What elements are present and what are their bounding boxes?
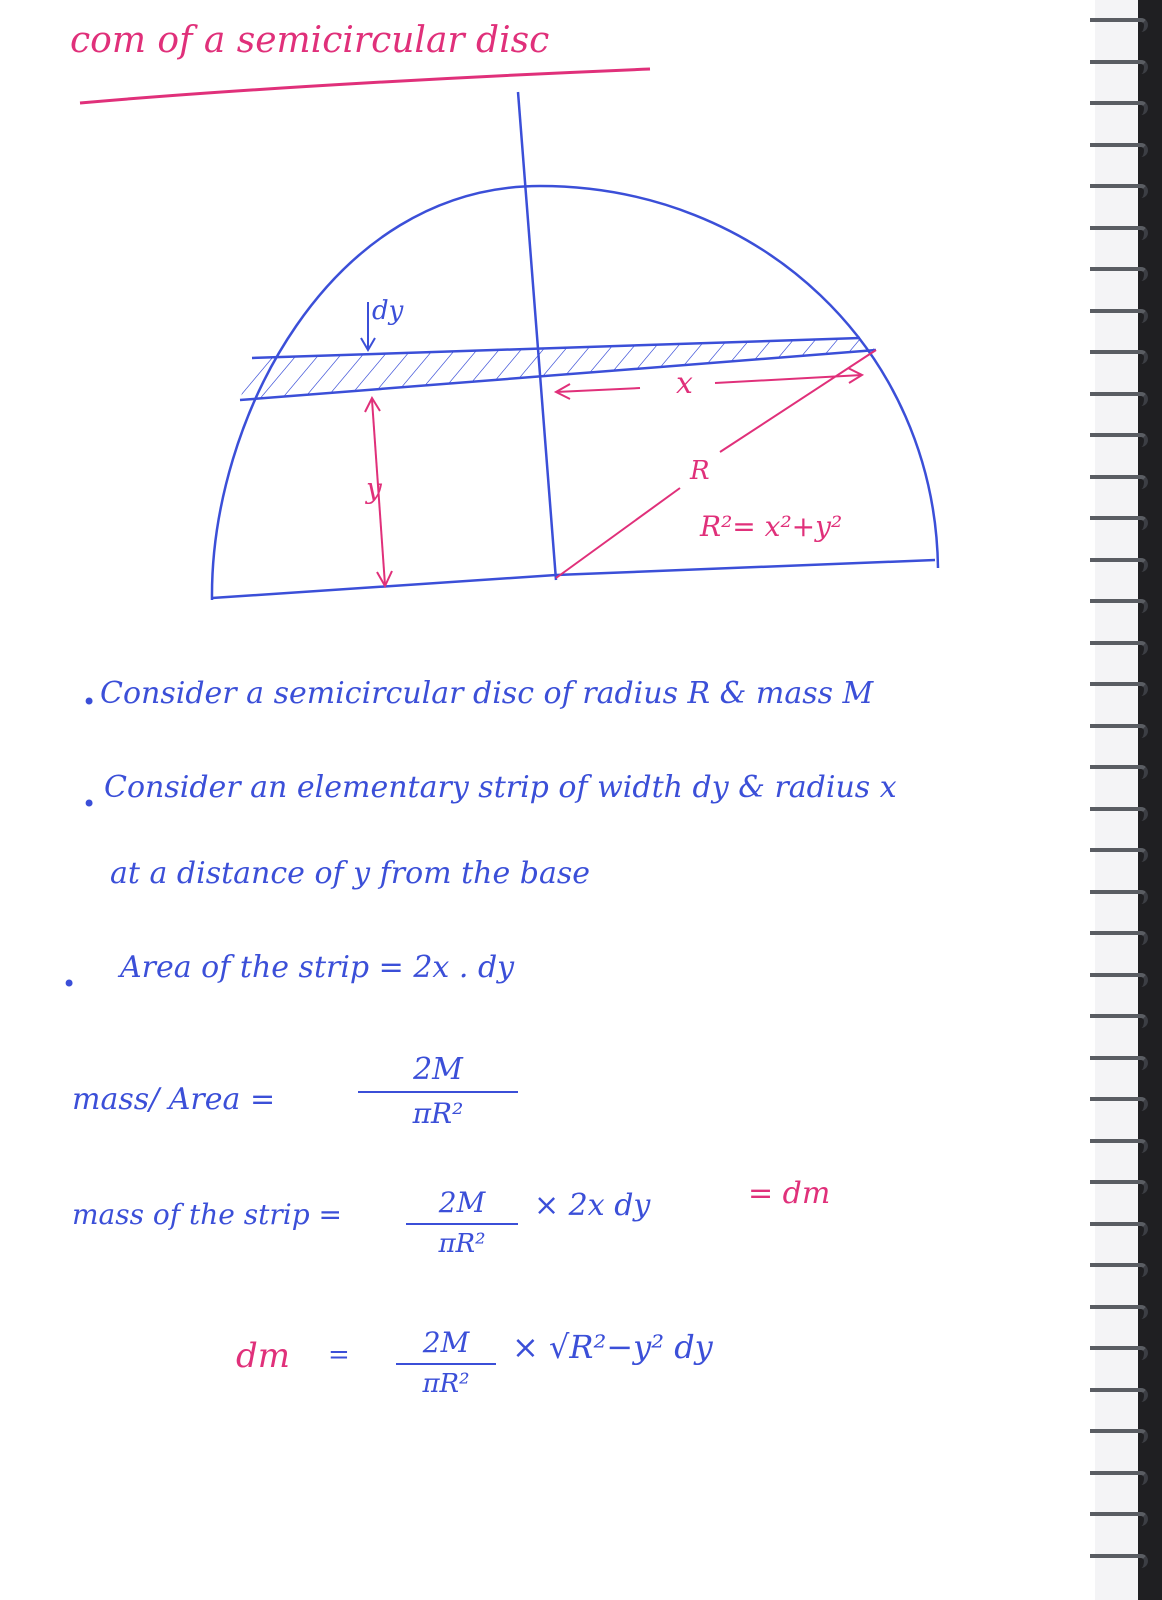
bullet-dot: • [62,970,77,998]
dm-equals: = [328,1340,350,1370]
fraction-bar [406,1223,518,1225]
binding-ring [1090,1471,1148,1485]
dm-label: dm [236,1336,291,1376]
bullet-2-continued: at a distance of y from the base [110,856,591,891]
strip-mass-rest: × 2x dy [534,1188,651,1223]
fraction-denominator: πR² [412,1097,464,1130]
binding-edge [1138,0,1162,1600]
fraction-bar [358,1091,518,1093]
binding-ring [1090,1139,1148,1153]
label-R: R [690,456,710,486]
dm-fraction [396,1326,496,1399]
label-dy: dy [372,296,404,326]
binding-ring [1090,724,1148,738]
fraction-denominator: πR² [438,1229,486,1259]
bullet-dot: • [82,790,97,818]
fraction-denominator: πR² [422,1369,470,1399]
fraction-numerator: 2M [422,1326,470,1359]
bullet-dot: • [82,688,97,716]
label-x: x [676,366,693,401]
radius-line-upper [720,350,876,452]
page-title: com of a semicircular disc [70,20,550,61]
binding-ring [1090,641,1148,655]
strip-mass-label: mass of the strip = [72,1198,343,1231]
strip-mass-fraction [406,1186,518,1259]
binding-ring [1090,1554,1148,1568]
bullet-2: Consider an elementary strip of width dy & radius x [104,770,897,805]
relation-label: R²= x²+y² [700,510,843,543]
binding-ring [1090,890,1148,904]
binding-ring [1090,1263,1148,1277]
binding-ring [1090,765,1148,779]
binding-ring [1090,807,1148,821]
vertical-axis [518,92,556,580]
bullet-1: Consider a semicircular disc of radius R & mass M [100,676,874,711]
binding-ring [1090,1014,1148,1028]
dm-rest: × √R²−y² dy [512,1328,713,1366]
binding-ring [1090,931,1148,945]
mass-per-area-fraction [358,1052,518,1130]
fraction-numerator: 2M [438,1186,486,1219]
fraction-bar [396,1363,496,1365]
binding-ring [1090,1180,1148,1194]
fraction-numerator: 2M [413,1052,463,1087]
x-arrow-right [715,375,862,383]
radius-line-lower [556,488,680,578]
title-underline [80,69,650,103]
binding-ring [1090,1097,1148,1111]
binding-ring [1090,1512,1148,1526]
semicircle-diagram [0,0,1100,620]
binding-ring [1090,682,1148,696]
binding-ring [1090,1222,1148,1236]
binding-ring [1090,848,1148,862]
binding-ring [1090,1346,1148,1360]
mass-per-area-label: mass/ Area = [72,1082,276,1117]
label-y: y [366,472,382,505]
binding-ring [1090,1056,1148,1070]
binding-ring [1090,1388,1148,1402]
bullet-3: Area of the strip = 2x . dy [120,950,515,985]
x-arrow-left [556,388,640,392]
binding-ring [1090,1429,1148,1443]
binding-ring [1090,973,1148,987]
strip-mass-dm: = dm [748,1176,831,1211]
base-line-right [556,560,935,575]
binding-ring [1090,1305,1148,1319]
